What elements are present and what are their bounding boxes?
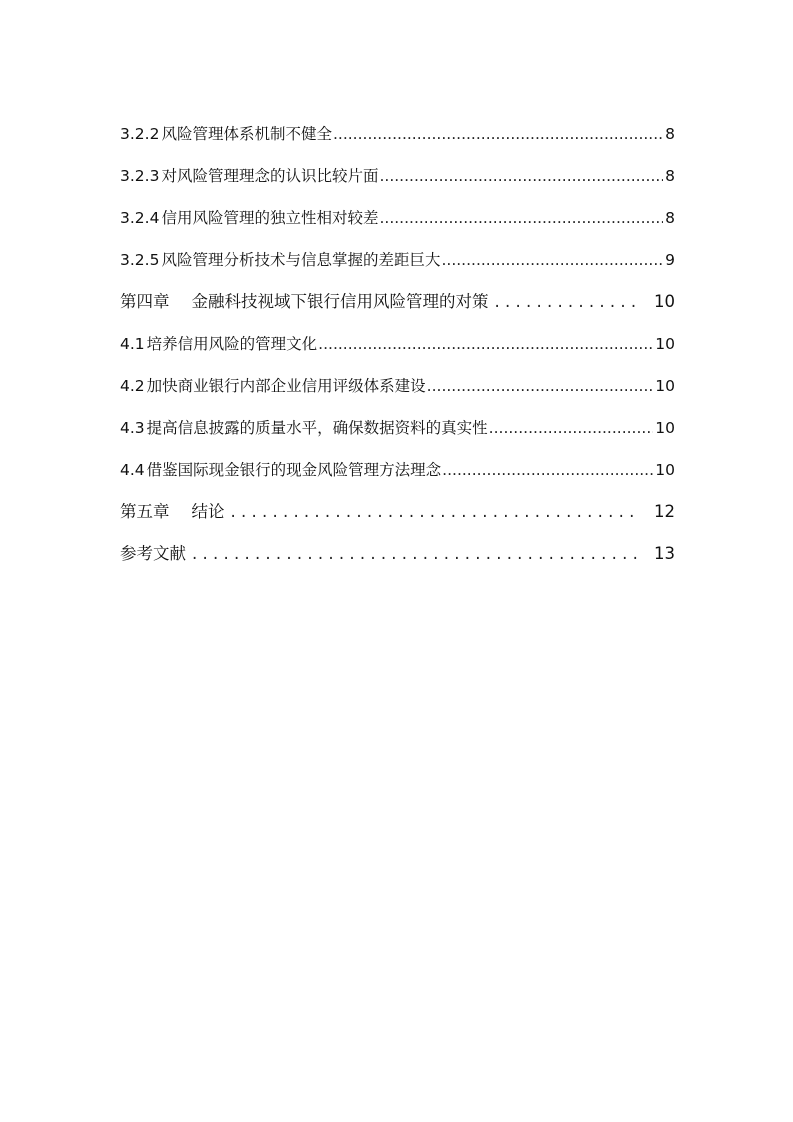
toc-entry-title — [120, 164, 378, 188]
toc-entry-references[interactable] — [120, 524, 675, 566]
toc-entry-chapter-5[interactable] — [120, 482, 675, 524]
toc-entry-4-4[interactable] — [120, 440, 675, 482]
toc-chapter-number: 第四章 — [120, 292, 170, 311]
toc-entry-page: 9 — [665, 251, 675, 269]
toc-leader-dots — [441, 248, 663, 272]
toc-leader-dots — [318, 332, 653, 356]
toc-entry-text: 借鉴国际现金银行的现金风险管理方法理念 — [146, 461, 442, 479]
toc-entry-page: 10 — [655, 419, 675, 437]
toc-entry-4-3[interactable] — [120, 398, 675, 440]
table-of-contents — [120, 104, 675, 566]
toc-entry-title — [120, 458, 441, 482]
toc-entry-text: 风险管理体系机制不健全 — [161, 125, 332, 143]
toc-entry-3-2-4[interactable] — [120, 188, 675, 230]
toc-leader-dots — [379, 206, 663, 230]
toc-entry-title — [120, 416, 488, 440]
toc-entry-title — [120, 122, 332, 146]
toc-entry-page: 8 — [665, 125, 675, 143]
toc-entry-3-2-2[interactable] — [120, 104, 675, 146]
toc-entry-text: 信用风险管理的独立性相对较差 — [161, 209, 379, 227]
toc-chapter-number: 第五章 — [120, 502, 170, 521]
toc-entry-page: 10 — [655, 335, 675, 353]
toc-entry-page: 12 — [654, 502, 675, 521]
toc-entry-title — [120, 500, 225, 524]
toc-entry-number: 4.3 — [120, 419, 145, 437]
toc-entry-number: 3.2.5 — [120, 251, 160, 269]
toc-entry-text: 对风险管理理念的认识比较片面 — [161, 167, 379, 185]
toc-entry-page: 8 — [665, 209, 675, 227]
toc-leader-dots — [427, 374, 654, 398]
toc-leader-dots — [489, 416, 654, 440]
toc-entry-4-1[interactable] — [120, 314, 675, 356]
toc-entry-3-2-5[interactable] — [120, 230, 675, 272]
toc-entry-title — [120, 332, 317, 356]
toc-entry-page: 8 — [665, 167, 675, 185]
toc-entry-text: 培养信用风险的管理文化 — [146, 335, 318, 353]
toc-leader-dots — [442, 458, 653, 482]
toc-entry-page: 10 — [654, 292, 675, 311]
toc-entry-page: 10 — [655, 461, 675, 479]
toc-leader-dots — [379, 164, 663, 188]
toc-entry-4-2[interactable] — [120, 356, 675, 398]
toc-entry-text: 金融科技视域下银行信用风险管理的对策 — [191, 292, 489, 311]
toc-entry-number: 3.2.3 — [120, 167, 160, 185]
toc-entry-text: 结论 — [191, 502, 225, 521]
toc-entry-3-2-3[interactable] — [120, 146, 675, 188]
toc-entry-page: 10 — [655, 377, 675, 395]
toc-entry-title — [120, 248, 440, 272]
toc-entry-title — [120, 542, 186, 566]
toc-leader-dots — [192, 542, 640, 566]
toc-entry-title — [120, 206, 378, 230]
toc-entry-title — [120, 290, 489, 314]
toc-entry-text: 加快商业银行内部企业信用评级体系建设 — [146, 377, 426, 395]
toc-leader-dots — [495, 290, 641, 314]
toc-leader-dots — [333, 122, 663, 146]
toc-leader-dots — [231, 500, 641, 524]
toc-entry-number: 3.2.2 — [120, 125, 160, 143]
toc-entry-title — [120, 374, 426, 398]
toc-entry-number: 3.2.4 — [120, 209, 160, 227]
toc-entry-text: 参考文献 — [120, 544, 186, 563]
toc-entry-number: 4.1 — [120, 335, 145, 353]
toc-entry-text: 提高信息披露的质量水平，确保数据资料的真实性 — [146, 419, 488, 437]
toc-entry-page: 13 — [654, 544, 675, 563]
toc-entry-number: 4.2 — [120, 377, 145, 395]
toc-entry-chapter-4[interactable] — [120, 272, 675, 314]
toc-entry-number: 4.4 — [120, 461, 145, 479]
toc-entry-text: 风险管理分析技术与信息掌握的差距巨大 — [161, 251, 441, 269]
